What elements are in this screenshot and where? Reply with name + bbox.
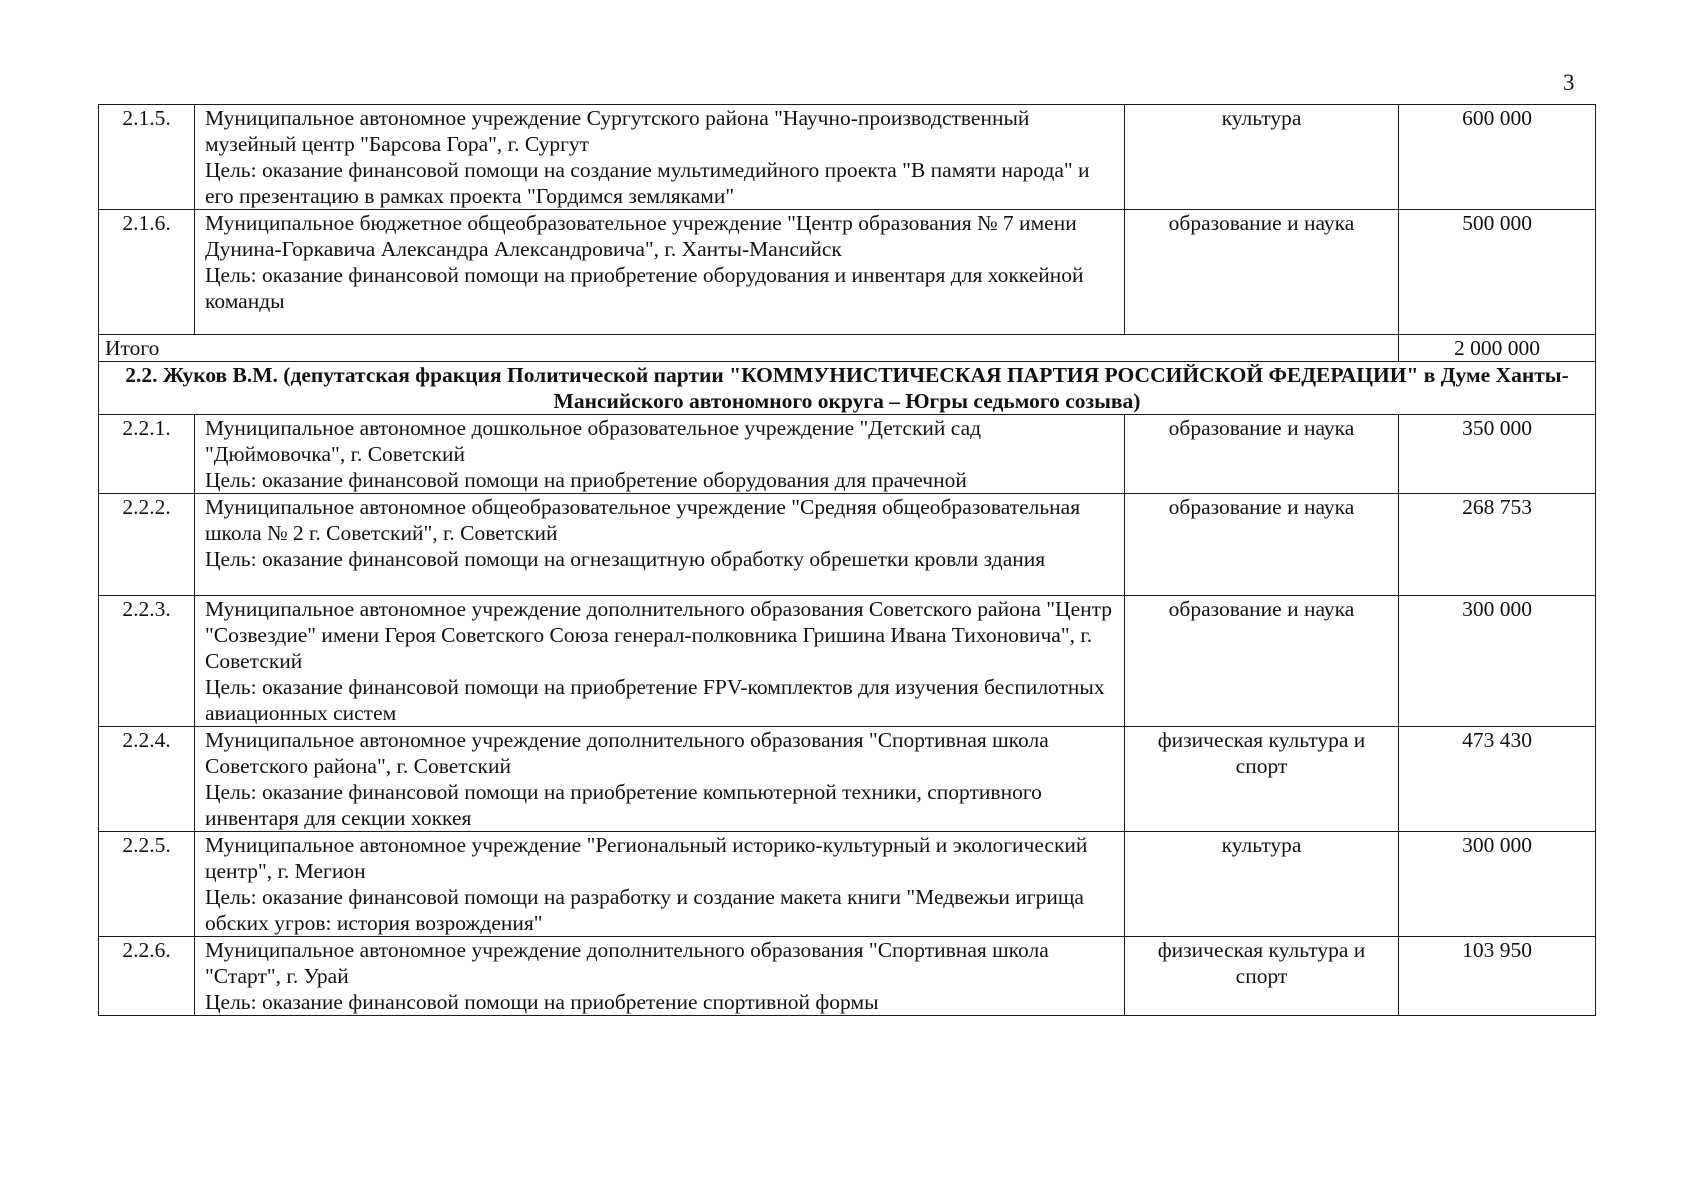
table-row (99, 937, 1596, 1016)
row-amount: 350 000 (1399, 415, 1596, 494)
row-number: 2.2.5. (99, 832, 195, 937)
grant-goal: Цель: оказание финансовой помощи на приобретение оборудования и инвентаря для хоккейной команды (205, 263, 1084, 313)
table-row (99, 596, 1596, 727)
table-row (99, 727, 1596, 832)
row-amount: 300 000 (1399, 596, 1596, 727)
grant-goal: Цель: оказание финансовой помощи на приобретение FPV-комплектов для изучения беспилотных авиационных систем (205, 675, 1105, 725)
organization-name: Муниципальное автономное дошкольное образовательное учреждение "Детский сад "Дюймовочка", г. Советский (205, 416, 982, 466)
row-description (195, 727, 1125, 832)
row-sphere: физическая культура и спорт (1125, 937, 1399, 1016)
row-description (195, 494, 1125, 596)
table-row (99, 415, 1596, 494)
row-number: 2.2.3. (99, 596, 195, 727)
row-amount: 103 950 (1399, 937, 1596, 1016)
row-number: 2.1.5. (99, 105, 195, 210)
row-description (195, 210, 1125, 335)
table-row (99, 210, 1596, 335)
grant-goal: Цель: оказание финансовой помощи на приобретение спортивной формы (205, 990, 879, 1014)
row-number: 2.2.6. (99, 937, 195, 1016)
row-amount: 473 430 (1399, 727, 1596, 832)
row-amount: 500 000 (1399, 210, 1596, 335)
organization-name: Муниципальное автономное общеобразовательное учреждение "Средняя общеобразовательная школа № 2 г. Советский", г. Советский (205, 495, 1081, 545)
organization-name: Муниципальное автономное учреждение дополнительного образования "Спортивная школа "Старт", г. Урай (205, 938, 1049, 988)
row-sphere: физическая культура и спорт (1125, 727, 1399, 832)
row-number: 2.1.6. (99, 210, 195, 335)
total-label: Итого (99, 335, 1399, 362)
row-amount: 600 000 (1399, 105, 1596, 210)
grant-goal: Цель: оказание финансовой помощи на создание мультимедийного проекта "В памяти народа" и его презентацию в рамках проекта "Гордимся земляками" (205, 158, 1090, 208)
organization-name: Муниципальное автономное учреждение "Региональный историко-культурный и экологический центр", г. Мегион (205, 833, 1088, 883)
row-sphere: культура (1125, 105, 1399, 210)
row-sphere: образование и наука (1125, 494, 1399, 596)
organization-name: Муниципальное автономное учреждение дополнительного образования Советского района "Центр "Созвездие" имени Героя Советского Союза генерал-полковника Гришина Ивана Тихоновича", г. Советский (205, 597, 1113, 673)
grant-goal: Цель: оказание финансовой помощи на разработку и создание макета книги "Медвежьи игрища обских угров: история возрождения" (205, 885, 1084, 935)
grants-table (98, 104, 1596, 1016)
row-number: 2.2.4. (99, 727, 195, 832)
total-row (99, 335, 1596, 362)
row-description (195, 596, 1125, 727)
row-number: 2.2.2. (99, 494, 195, 596)
row-sphere: образование и наука (1125, 596, 1399, 727)
row-description (195, 832, 1125, 937)
organization-name: Муниципальное автономное учреждение Сургутского района "Научно-производственный музейный центр "Барсова Гора", г. Сургут (205, 106, 1030, 156)
page-number: 3 (1563, 70, 1575, 95)
row-sphere: культура (1125, 832, 1399, 937)
table-row (99, 105, 1596, 210)
table-row (99, 832, 1596, 937)
table-row (99, 494, 1596, 596)
row-description (195, 415, 1125, 494)
section-title: 2.2. Жуков В.М. (депутатская фракция Политической партии "КОММУНИСТИЧЕСКАЯ ПАРТИЯ РОССИЙСКОЙ ФЕДЕРАЦИИ" в Думе Ханты-Мансийского автономного округа – Югры седьмого созыва) (99, 362, 1596, 415)
row-number: 2.2.1. (99, 415, 195, 494)
row-sphere: образование и наука (1125, 415, 1399, 494)
organization-name: Муниципальное автономное учреждение дополнительного образования "Спортивная школа Советского района", г. Советский (205, 728, 1049, 778)
organization-name: Муниципальное бюджетное общеобразовательное учреждение "Центр образования № 7 имени Дунина-Горкавича Александра Александровича", г. Ханты-Мансийск (205, 211, 1077, 261)
grant-goal: Цель: оказание финансовой помощи на приобретение компьютерной техники, спортивного инвентаря для секции хоккея (205, 780, 1042, 830)
row-amount: 268 753 (1399, 494, 1596, 596)
total-amount: 2 000 000 (1399, 335, 1596, 362)
row-amount: 300 000 (1399, 832, 1596, 937)
row-description (195, 105, 1125, 210)
grant-goal: Цель: оказание финансовой помощи на огнезащитную обработку обрешетки кровли здания (205, 547, 1046, 571)
grant-goal: Цель: оказание финансовой помощи на приобретение оборудования для прачечной (205, 468, 967, 492)
row-description (195, 937, 1125, 1016)
row-sphere: образование и наука (1125, 210, 1399, 335)
section-header-row (99, 362, 1596, 415)
